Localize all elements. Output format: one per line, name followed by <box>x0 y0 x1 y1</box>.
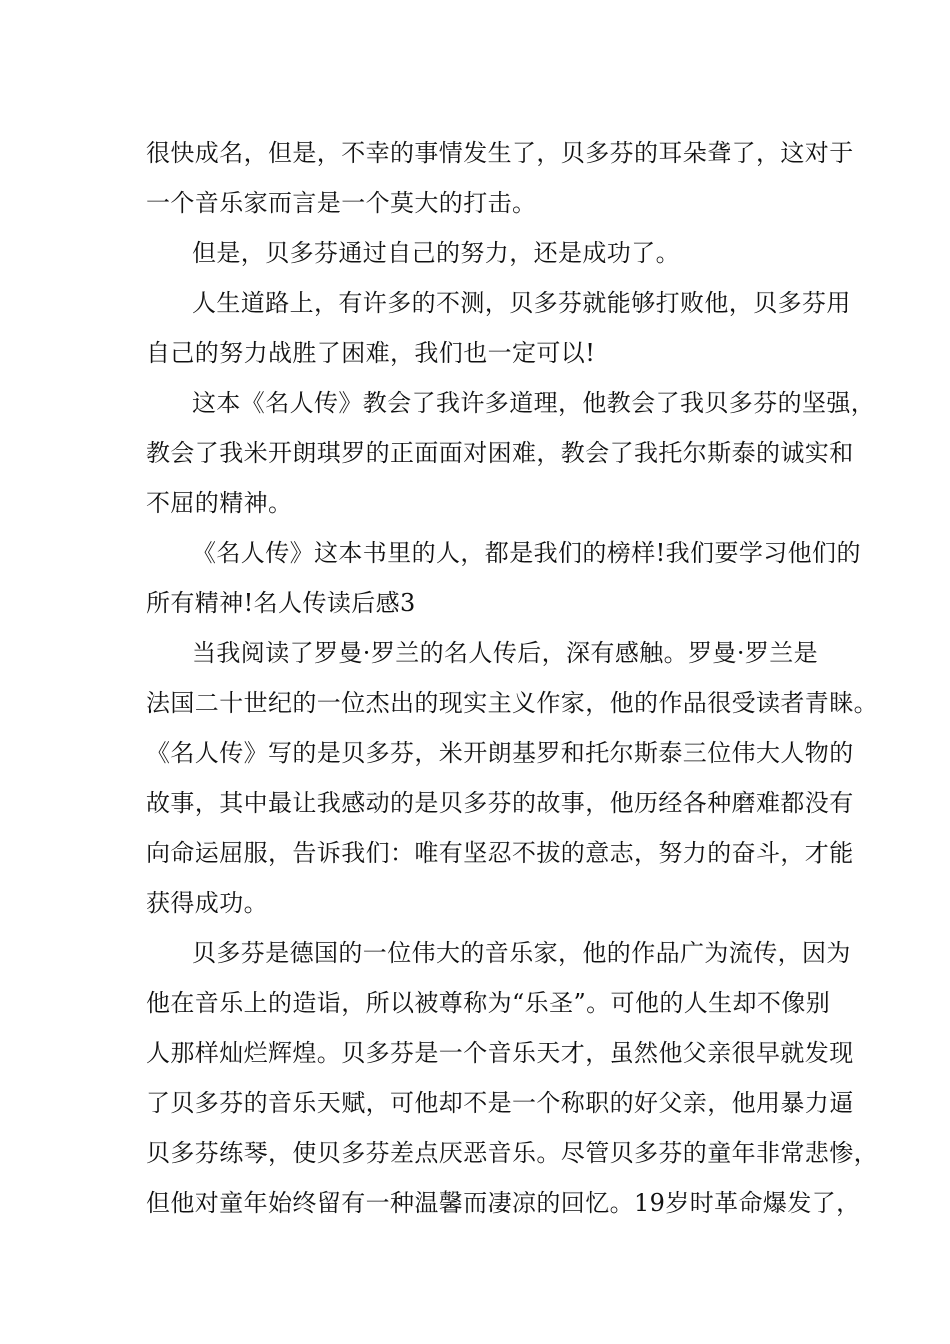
text-line: 人那样灿烂辉煌。贝多芬是一个音乐天才，虽然他父亲很早就发现 <box>146 1039 854 1067</box>
text-line: 获得成功。 <box>146 889 268 917</box>
text-line: 人生道路上，有许多的不测，贝多芬就能够打败他，贝多芬用 <box>192 289 851 317</box>
text-line: 法国二十世纪的一位杰出的现实主义作家，他的作品很受读者青睐。 <box>146 689 878 717</box>
text-line: 一个音乐家而言是一个莫大的打击。 <box>146 189 537 217</box>
text-line: 《名人传》写的是贝多芬，米开朗基罗和托尔斯泰三位伟大人物的 <box>146 739 854 767</box>
text-line: 很快成名，但是，不幸的事情发生了，贝多芬的耳朵聋了，这对于 <box>146 139 854 167</box>
text-line: 贝多芬是德国的一位伟大的音乐家，他的作品广为流传，因为 <box>192 939 851 967</box>
text-line: 自己的努力战胜了困难，我们也一定可以! <box>146 339 596 367</box>
text-line: 当我阅读了罗曼·罗兰的名人传后，深有感触。罗曼·罗兰是 <box>192 639 819 667</box>
text-line: 不屈的精神。 <box>146 489 293 517</box>
text-line: 所有精神!名人传读后感3 <box>146 589 416 617</box>
text-line: 贝多芬练琴，使贝多芬差点厌恶音乐。尽管贝多芬的童年非常悲惨， <box>146 1139 878 1167</box>
text-line: 故事，其中最让我感动的是贝多芬的故事，他历经各种磨难都没有 <box>146 789 854 817</box>
text-line: 他在音乐上的造诣，所以被尊称为“乐圣”。可他的人生却不像别 <box>146 989 831 1017</box>
text-line: 《名人传》这本书里的人，都是我们的榜样!我们要学习他们的 <box>192 539 861 567</box>
text-line: 但他对童年始终留有一种温馨而凄凉的回忆。19岁时革命爆发了， <box>146 1189 861 1217</box>
text-line: 向命运屈服，告诉我们：唯有坚忍不拔的意志，努力的奋斗，才能 <box>146 839 854 867</box>
text-line: 教会了我米开朗琪罗的正面面对困难，教会了我托尔斯泰的诚实和 <box>146 439 854 467</box>
text-line: 了贝多芬的音乐天赋，可他却不是一个称职的好父亲，他用暴力逼 <box>146 1089 854 1117</box>
text-line: 但是，贝多芬通过自己的努力，还是成功了。 <box>192 239 680 267</box>
text-line: 这本《名人传》教会了我许多道理，他教会了我贝多芬的坚强， <box>192 389 876 417</box>
